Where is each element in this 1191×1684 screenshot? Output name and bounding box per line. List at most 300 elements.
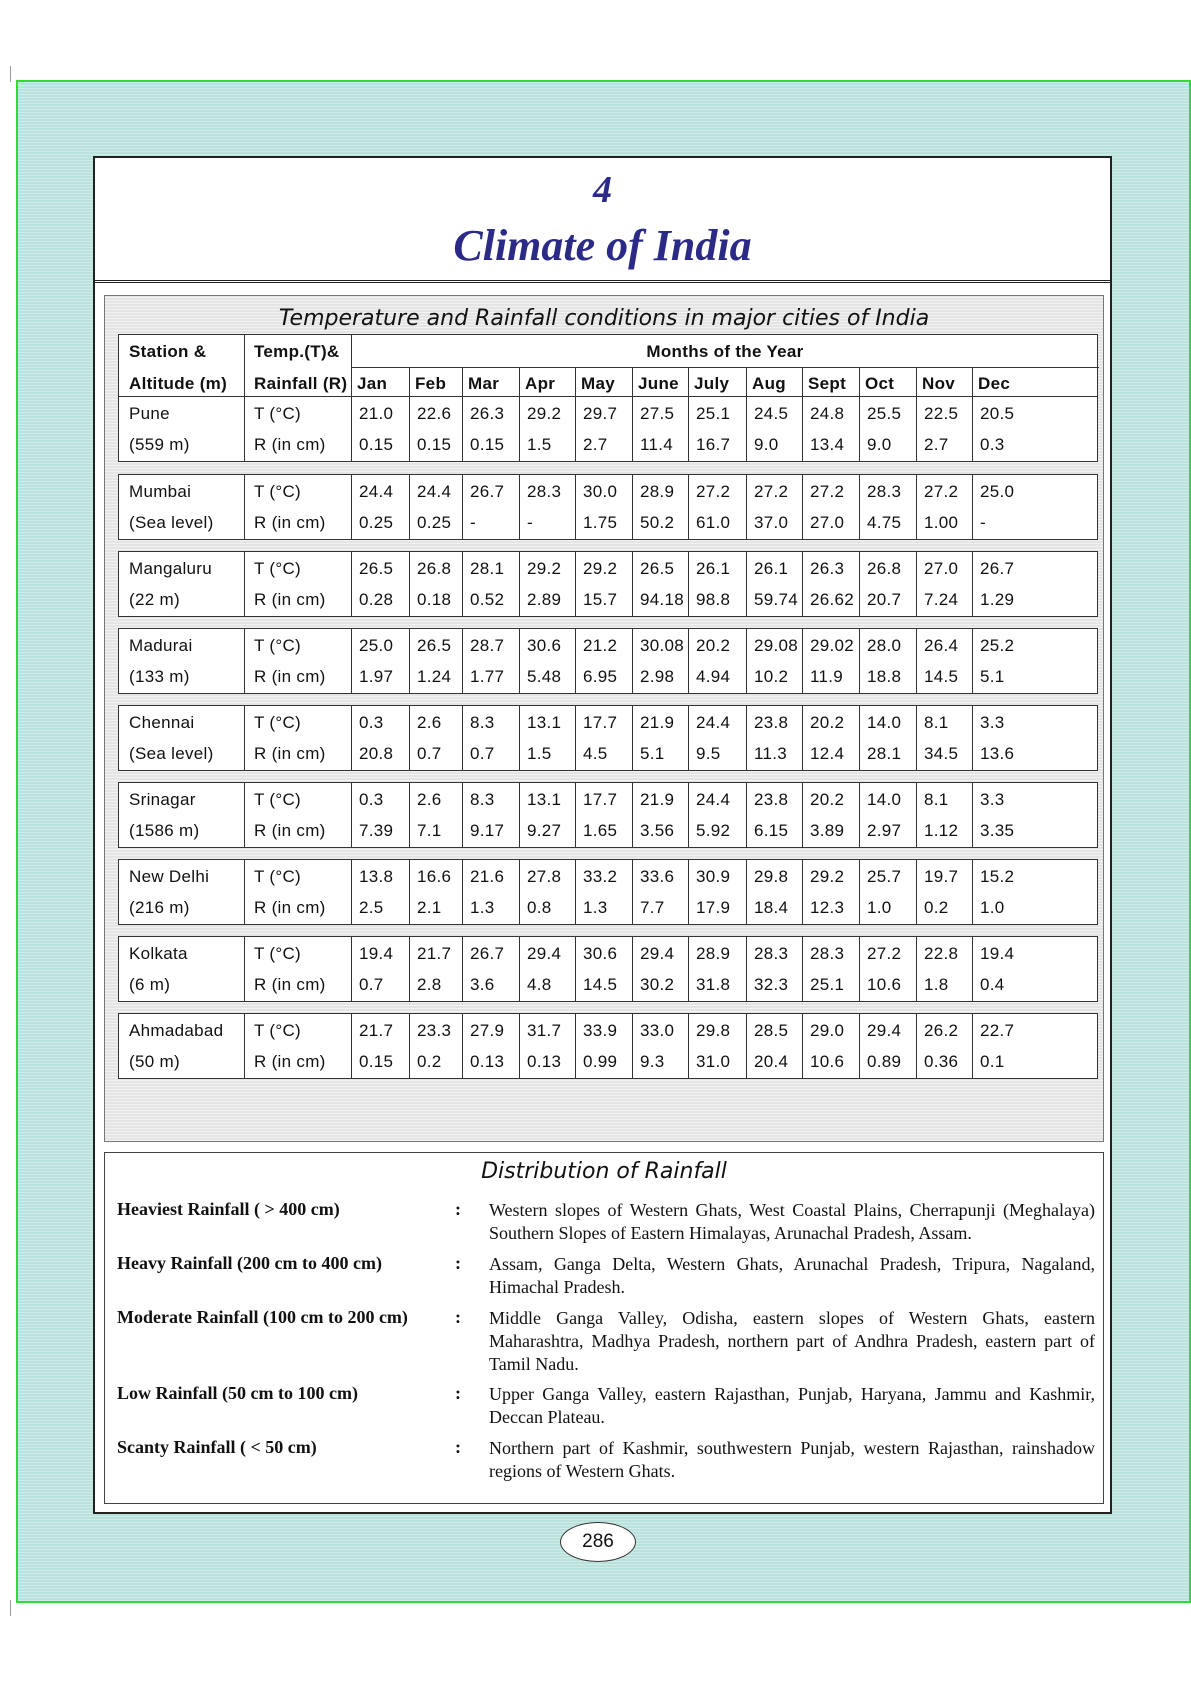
rainfall-value: 0.13 [527,1052,562,1071]
temperature-label: T (°C) [254,790,301,809]
rainfall-value: 94.18 [640,590,685,609]
rainfall-value: 1.5 [527,435,552,454]
rainfall-distribution-panel [104,1152,1104,1504]
rainfall-value: 1.0 [867,898,892,917]
temperature-value: 19.4 [359,944,394,963]
temperature-value: 26.8 [417,559,452,578]
temperature-label: T (°C) [254,482,301,501]
temperature-label: T (°C) [254,404,301,423]
temperature-label: T (°C) [254,1021,301,1040]
rainfall-value: 0.15 [470,435,505,454]
rainfall-value: 1.65 [583,821,618,840]
separator-colon: : [455,1199,461,1219]
temperature-value: 26.4 [924,636,959,655]
rainfall-value: 17.9 [696,898,731,917]
rainfall-value: 1.8 [924,975,949,994]
rainfall-regions-text: Middle Ganga Valley, Odisha, eastern slopes of Western Ghats, eastern Maharashtra, Madhya Pradesh, northern part of Andhra Pradesh, eastern part of Tamil Nadu. [489,1308,1095,1374]
station-name: Chennai [129,713,195,732]
station-row [118,474,1098,540]
separator-colon: : [455,1383,461,1403]
climate-table-panel [104,295,1104,1142]
station-altitude: (Sea level) [129,744,214,763]
station-name: Srinagar [129,790,196,809]
rainfall-value: 0.15 [359,435,394,454]
rainfall-value: 2.7 [583,435,608,454]
temperature-value: 27.2 [810,482,845,501]
rainfall-value: 11.9 [810,667,844,686]
station-name: Pune [129,404,170,423]
temperature-value: 26.7 [980,559,1015,578]
rainfall-value: 0.2 [417,1052,442,1071]
temperature-value: 28.7 [470,636,505,655]
temperature-value: 29.7 [583,404,618,423]
temperature-value: 3.3 [980,790,1005,809]
station-altitude: (22 m) [129,590,180,609]
temperature-value: 27.2 [696,482,731,501]
chapter-number: 4 [593,169,612,211]
temperature-value: 21.2 [583,636,618,655]
header-month: Mar [468,374,500,393]
temperature-value: 26.3 [810,559,845,578]
temperature-value: 8.1 [924,790,949,809]
rainfall-value: 1.75 [583,513,618,532]
temperature-value: 29.2 [527,404,562,423]
rainfall-value: 10.6 [867,975,902,994]
temperature-value: 27.0 [924,559,959,578]
temperature-label: T (°C) [254,867,301,886]
station-name: New Delhi [129,867,210,886]
rainfall-value: 9.27 [527,821,562,840]
rainfall-value: 10.2 [754,667,789,686]
rainfall-value: 9.3 [640,1052,665,1071]
rainfall-value: 5.48 [527,667,562,686]
rainfall-value: 0.8 [527,898,552,917]
temperature-label: T (°C) [254,713,301,732]
rainfall-label: R (in cm) [254,975,326,994]
header-month: Feb [415,374,447,393]
page-number: 286 [560,1522,636,1562]
rainfall-value: 2.97 [867,821,902,840]
rainfall-value: 0.3 [980,435,1005,454]
rainfall-value: 0.25 [417,513,452,532]
station-row [118,705,1098,771]
header-month: Apr [525,374,556,393]
station-row [118,396,1098,462]
temperature-value: 8.3 [470,713,495,732]
temperature-value: 25.1 [696,404,731,423]
temperature-value: 28.0 [867,636,902,655]
temperature-value: 27.9 [470,1021,505,1040]
rainfall-label: R (in cm) [254,744,326,763]
rainfall-label: R (in cm) [254,821,326,840]
temperature-value: 22.5 [924,404,959,423]
rainfall-value: 11.4 [640,435,674,454]
rainfall-value: 1.12 [924,821,959,840]
rainfall-value: 4.5 [583,744,608,763]
temperature-value: 29.2 [583,559,618,578]
rainfall-value: 0.4 [980,975,1005,994]
rainfall-value: 5.1 [980,667,1005,686]
rainfall-value: 14.5 [924,667,959,686]
rainfall-value: 6.15 [754,821,789,840]
rainfall-value: 20.8 [359,744,394,763]
temperature-value: 8.1 [924,713,949,732]
rainfall-regions-text: Upper Ganga Valley, eastern Rajasthan, Punjab, Haryana, Jammu and Kashmir, Deccan Plateau. [489,1384,1095,1427]
rainfall-value: 3.89 [810,821,845,840]
temperature-value: 25.0 [980,482,1015,501]
temperature-value: 14.0 [867,790,902,809]
rainfall-value: 2.98 [640,667,675,686]
rainfall-title: Distribution of Rainfall [481,1159,727,1184]
station-name: Ahmadabad [129,1021,224,1040]
station-altitude: (133 m) [129,667,190,686]
table-header [118,334,1098,400]
temperature-value: 8.3 [470,790,495,809]
temperature-value: 27.5 [640,404,675,423]
temperature-value: 29.08 [754,636,799,655]
rainfall-regions-text: Northern part of Kashmir, southwestern Punjab, western Rajasthan, rainshadow regions of Western Ghats. [489,1438,1095,1481]
rainfall-value: 7.7 [640,898,665,917]
temperature-value: 33.2 [583,867,618,886]
station-altitude: (216 m) [129,898,190,917]
temperature-value: 30.9 [696,867,731,886]
rainfall-value: 0.7 [417,744,442,763]
temperature-value: 26.5 [640,559,675,578]
temperature-value: 29.8 [754,867,789,886]
temperature-value: 22.8 [924,944,959,963]
temperature-value: 13.8 [359,867,394,886]
rainfall-value: 50.2 [640,513,675,532]
temperature-value: 21.6 [470,867,505,886]
rainfall-value: 12.4 [810,744,845,763]
rainfall-value: 4.75 [867,513,902,532]
temperature-value: 21.7 [417,944,452,963]
rainfall-value: 1.0 [980,898,1005,917]
rainfall-value: 2.89 [527,590,562,609]
temperature-value: 25.7 [867,867,902,886]
temperature-label: T (°C) [254,636,301,655]
rainfall-value: 7.24 [924,590,959,609]
temperature-value: 30.6 [583,944,618,963]
separator-colon: : [455,1437,461,1457]
temperature-value: 28.9 [696,944,731,963]
rainfall-value: 2.7 [924,435,949,454]
temperature-value: 24.4 [696,713,731,732]
temperature-value: 26.3 [470,404,505,423]
rainfall-value: 0.52 [470,590,505,609]
chapter-header [95,158,1110,283]
rainfall-value: 28.1 [867,744,902,763]
rainfall-value: 9.17 [470,821,505,840]
temperature-value: 21.9 [640,790,675,809]
rainfall-label: R (in cm) [254,667,326,686]
station-altitude: (1586 m) [129,821,200,840]
rainfall-value: 20.7 [867,590,902,609]
rainfall-value: 10.6 [810,1052,845,1071]
temperature-value: 20.5 [980,404,1015,423]
rainfall-label: R (in cm) [254,1052,326,1071]
temperature-value: 28.3 [810,944,845,963]
temperature-value: 21.7 [359,1021,394,1040]
temperature-value: 26.1 [696,559,731,578]
rainfall-value: 30.2 [640,975,675,994]
temperature-value: 17.7 [583,713,618,732]
station-row [118,936,1098,1002]
rainfall-value: 0.25 [359,513,394,532]
header-station: Station & [129,342,207,361]
temperature-value: 30.6 [527,636,562,655]
temperature-value: 23.3 [417,1021,452,1040]
temperature-value: 29.4 [527,944,562,963]
rainfall-value: 9.5 [696,744,721,763]
rainfall-value: 27.0 [810,513,845,532]
rainfall-value: 98.8 [696,590,731,609]
temperature-value: 26.7 [470,482,505,501]
temperature-value: 28.5 [754,1021,789,1040]
temperature-value: 33.6 [640,867,675,886]
rainfall-value: 5.1 [640,744,665,763]
temperature-value: 17.7 [583,790,618,809]
temperature-value: 25.2 [980,636,1015,655]
temperature-value: 30.08 [640,636,685,655]
station-altitude: (559 m) [129,435,190,454]
rainfall-value: 31.8 [696,975,731,994]
rainfall-regions-text: Western slopes of Western Ghats, West Coastal Plains, Cherrapunji (Meghalaya) Southern Slopes of Eastern Himalayas, Arunachal Pradesh, Assam. [489,1200,1095,1243]
temperature-value: 20.2 [810,713,845,732]
temperature-value: 29.02 [810,636,855,655]
rainfall-value: 32.3 [754,975,789,994]
rainfall-value: 1.00 [924,513,959,532]
station-altitude: (50 m) [129,1052,180,1071]
temperature-value: 0.3 [359,713,384,732]
header-month: May [581,374,615,393]
rainfall-value: 5.92 [696,821,731,840]
rainfall-value: 0.13 [470,1052,505,1071]
rainfall-value: 2.8 [417,975,442,994]
rainfall-value: 14.5 [583,975,618,994]
station-row [118,782,1098,848]
rainfall-value: 9.0 [867,435,892,454]
temperature-value: 14.0 [867,713,902,732]
temperature-value: 21.0 [359,404,394,423]
table-caption: Temperature and Rainfall conditions in major cities of India [278,306,930,331]
temperature-value: 29.2 [527,559,562,578]
rainfall-label: R (in cm) [254,590,326,609]
rainfall-value: 0.2 [924,898,949,917]
rainfall-value: 11.3 [754,744,788,763]
temperature-value: 28.3 [867,482,902,501]
station-name: Mangaluru [129,559,213,578]
rainfall-value: 37.0 [754,513,789,532]
rainfall-value: 25.1 [810,975,845,994]
rainfall-value: 1.24 [417,667,452,686]
rainfall-label: R (in cm) [254,898,326,917]
rainfall-value: 1.3 [583,898,608,917]
rainfall-value: 20.4 [754,1052,789,1071]
temperature-value: 24.4 [359,482,394,501]
rainfall-value: 15.7 [583,590,618,609]
rainfall-value: 16.7 [696,435,731,454]
header-month: Nov [922,374,956,393]
temperature-value: 19.7 [924,867,959,886]
temperature-value: 28.3 [754,944,789,963]
temperature-value: 25.0 [359,636,394,655]
temperature-value: 29.8 [696,1021,731,1040]
rainfall-value: 0.36 [924,1052,959,1071]
temperature-value: 30.0 [583,482,618,501]
temperature-value: 31.7 [527,1021,562,1040]
rainfall-value: 2.5 [359,898,384,917]
rainfall-value: 0.15 [359,1052,394,1071]
temperature-value: 20.2 [810,790,845,809]
rainfall-label: R (in cm) [254,513,326,532]
temperature-label: T (°C) [254,559,301,578]
temperature-value: 24.4 [417,482,452,501]
rainfall-value: 18.4 [754,898,789,917]
rainfall-value: - [980,513,986,532]
temperature-value: 21.9 [640,713,675,732]
temperature-value: 24.8 [810,404,845,423]
rainfall-value: 4.8 [527,975,552,994]
station-altitude: (6 m) [129,975,171,994]
temperature-value: 33.9 [583,1021,618,1040]
rainfall-value: 31.0 [696,1052,731,1071]
station-row [118,551,1098,617]
header-month: Dec [978,374,1011,393]
temperature-value: 28.3 [527,482,562,501]
rainfall-value: 1.97 [359,667,394,686]
station-row [118,859,1098,925]
rainfall-value: 1.77 [470,667,505,686]
temperature-value: 29.4 [867,1021,902,1040]
temperature-value: 13.1 [527,713,562,732]
rainfall-value: 26.62 [810,590,855,609]
temperature-value: 26.2 [924,1021,959,1040]
temperature-value: 2.6 [417,713,442,732]
temperature-value: 26.7 [470,944,505,963]
rainfall-value: 0.7 [470,744,495,763]
rainfall-value: 1.3 [470,898,495,917]
rainfall-value: 0.1 [980,1052,1005,1071]
temperature-value: 22.6 [417,404,452,423]
rainfall-value: 0.7 [359,975,384,994]
rainfall-value: 0.99 [583,1052,618,1071]
rainfall-value: 3.6 [470,975,495,994]
temperature-value: 19.4 [980,944,1015,963]
temperature-label: T (°C) [254,944,301,963]
rainfall-value: 0.89 [867,1052,902,1071]
temperature-value: 26.5 [359,559,394,578]
rainfall-value: 61.0 [696,513,731,532]
header-month: Jan [357,374,388,393]
temperature-value: 27.2 [754,482,789,501]
rainfall-value: 0.15 [417,435,452,454]
temperature-value: 27.8 [527,867,562,886]
temperature-value: 0.3 [359,790,384,809]
rainfall-value: 13.6 [980,744,1015,763]
temperature-value: 29.0 [810,1021,845,1040]
header-month: Aug [752,374,786,393]
header-altitude: Altitude (m) [129,374,228,393]
header-months-title: Months of the Year [646,342,804,361]
rainfall-label: R (in cm) [254,435,326,454]
rainfall-value: 59.74 [754,590,799,609]
rainfall-category-label: Heavy Rainfall (200 cm to 400 cm) [117,1253,382,1273]
temperature-value: 28.9 [640,482,675,501]
temperature-value: 27.2 [924,482,959,501]
temperature-value: 28.1 [470,559,505,578]
temperature-value: 15.2 [980,867,1015,886]
separator-colon: : [455,1253,461,1273]
temperature-value: 22.7 [980,1021,1015,1040]
temperature-value: 26.5 [417,636,452,655]
temperature-value: 23.8 [754,713,789,732]
header-month: June [638,374,679,393]
rainfall-category-label: Moderate Rainfall (100 cm to 200 cm) [117,1307,408,1327]
station-row [118,1013,1098,1079]
rainfall-value: 1.5 [527,744,552,763]
temperature-value: 23.8 [754,790,789,809]
rainfall-category-label: Heaviest Rainfall ( > 400 cm) [117,1199,340,1219]
temperature-value: 20.2 [696,636,731,655]
temperature-value: 16.6 [417,867,452,886]
rainfall-value: 0.18 [417,590,452,609]
rainfall-value: 4.94 [696,667,731,686]
workbook-page [93,156,1112,1514]
rainfall-value: 7.39 [359,821,394,840]
rainfall-value: 3.35 [980,821,1015,840]
rainfall-value: 12.3 [810,898,845,917]
temperature-value: 27.2 [867,944,902,963]
station-name: Mumbai [129,482,192,501]
header-rainfall: Rainfall (R) [254,374,348,393]
rainfall-regions-text: Assam, Ganga Delta, Western Ghats, Arunachal Pradesh, Tripura, Nagaland, Himachal Pradesh. [489,1254,1095,1297]
station-altitude: (Sea level) [129,513,214,532]
rainfall-value: 6.95 [583,667,618,686]
station-row [118,628,1098,694]
temperature-value: 29.4 [640,944,675,963]
chapter-title: Climate of India [453,221,752,270]
temperature-value: 25.5 [867,404,902,423]
header-temp: Temp.(T)& [254,342,340,361]
rainfall-category-label: Scanty Rainfall ( < 50 cm) [117,1437,317,1457]
temperature-value: 24.5 [754,404,789,423]
rainfall-value: 18.8 [867,667,902,686]
header-month: Oct [865,374,895,393]
separator-colon: : [455,1307,461,1327]
temperature-value: 26.1 [754,559,789,578]
rainfall-value: 13.4 [810,435,845,454]
rainfall-value: 1.29 [980,590,1015,609]
rainfall-value: 2.1 [417,898,442,917]
rainfall-value: 3.56 [640,821,675,840]
rainfall-category-label: Low Rainfall (50 cm to 100 cm) [117,1383,358,1403]
rainfall-value: 7.1 [417,821,442,840]
header-month: July [694,374,730,393]
rainfall-value: - [470,513,476,532]
temperature-value: 3.3 [980,713,1005,732]
station-name: Madurai [129,636,193,655]
rainfall-value: 0.28 [359,590,394,609]
temperature-value: 29.2 [810,867,845,886]
temperature-value: 33.0 [640,1021,675,1040]
temperature-value: 26.8 [867,559,902,578]
rainfall-value: 9.0 [754,435,779,454]
rainfall-value: 34.5 [924,744,959,763]
header-month: Sept [808,374,847,393]
temperature-value: 13.1 [527,790,562,809]
temperature-value: 24.4 [696,790,731,809]
